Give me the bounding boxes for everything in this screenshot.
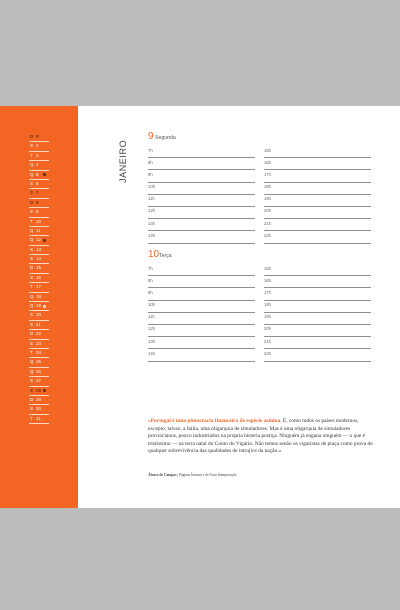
hour-line[interactable] <box>148 183 255 195</box>
calendar-weekday: S <box>30 209 33 215</box>
calendar-day <box>29 293 49 302</box>
hour-line[interactable] <box>148 337 255 349</box>
calendar-day-number: 23 <box>36 340 41 346</box>
calendar-day <box>29 396 49 405</box>
day-number: 9 <box>148 131 154 142</box>
hour-line[interactable] <box>264 231 371 243</box>
hour-line[interactable] <box>264 170 371 182</box>
calendar-day <box>29 152 49 161</box>
hour-line[interactable] <box>148 276 255 288</box>
calendar-weekday: T <box>30 284 33 290</box>
month-sidebar <box>0 106 78 508</box>
day-number: 10 <box>148 249 160 260</box>
calendar-day-number: 15 <box>36 265 41 271</box>
hour-line[interactable] <box>264 313 371 325</box>
calendar-day <box>29 302 49 311</box>
calendar-weekday: Q <box>30 237 34 243</box>
calendar-day <box>29 133 49 142</box>
hour-label: 16h <box>264 159 271 165</box>
calendar-day-number: 11 <box>36 227 41 233</box>
hour-line[interactable] <box>264 183 371 195</box>
calendar-day <box>29 368 49 377</box>
hour-label: 14h <box>148 232 155 238</box>
last-quarter-icon <box>43 389 46 392</box>
calendar-day-number: 16 <box>36 274 41 280</box>
hour-line[interactable] <box>264 288 371 300</box>
calendar-weekday: S <box>30 274 33 280</box>
calendar-day <box>29 283 49 292</box>
quote-source: | Páginas Íntimas e de Auto-Interpretação <box>176 473 237 477</box>
calendar-day-number: 29 <box>36 396 41 402</box>
calendar-day-number: 4 <box>36 162 39 168</box>
calendar-day-number: 28 <box>36 387 41 393</box>
calendar-day <box>29 405 49 414</box>
month-title: JANEIRO <box>118 139 128 183</box>
calendar-weekday: S <box>30 256 33 262</box>
calendar-weekday: Q <box>30 162 34 168</box>
calendar-day-number: 21 <box>36 321 41 327</box>
day-name: Terça <box>159 252 172 259</box>
calendar-day-number: 12 <box>36 237 41 243</box>
calendar-weekday: S <box>30 406 33 412</box>
hour-line[interactable] <box>264 219 371 231</box>
calendar-day-number: 17 <box>36 284 41 290</box>
calendar-weekday: Q <box>30 368 34 374</box>
calendar-day-number: 7 <box>36 190 39 196</box>
calendar-weekday: T <box>30 349 33 355</box>
hour-line[interactable] <box>148 301 255 313</box>
calendar-weekday: S <box>30 312 33 318</box>
calendar-day-number: 30 <box>36 406 41 412</box>
calendar-day-number: 6 <box>36 180 39 186</box>
calendar-weekday: S <box>30 387 33 393</box>
hour-label: 7h <box>148 265 153 271</box>
hour-line[interactable] <box>148 170 255 182</box>
hour-line[interactable] <box>148 231 255 243</box>
day-header <box>148 249 371 264</box>
day-block-monday <box>148 131 371 238</box>
calendar-day-number: 31 <box>36 415 41 421</box>
calendar-day <box>29 387 49 396</box>
hour-label: 13h <box>148 220 155 226</box>
calendar-weekday: S <box>30 340 33 346</box>
day-block-tuesday <box>148 249 371 356</box>
calendar-day-number: 26 <box>36 368 41 374</box>
calendar-day <box>29 142 49 151</box>
hour-line[interactable] <box>264 349 371 361</box>
hours-column-left <box>148 264 255 362</box>
quote-highlight: «Portugal é uma plutocracia financeira de espécie asinina. <box>148 418 282 424</box>
hour-label: 20h <box>264 326 271 332</box>
calendar-weekday: D <box>30 396 34 402</box>
hour-line[interactable] <box>264 158 371 170</box>
calendar-weekday: S <box>30 190 33 196</box>
calendar-day <box>29 227 49 236</box>
calendar-day-number: 9 <box>36 209 39 215</box>
hour-line[interactable] <box>264 207 371 219</box>
hour-line[interactable] <box>148 207 255 219</box>
hour-line[interactable] <box>148 264 255 276</box>
calendar-day-number: 20 <box>36 312 41 318</box>
hour-label: 19h <box>264 314 271 320</box>
calendar-day <box>29 321 49 330</box>
hour-label: 8h <box>148 159 153 165</box>
calendar-day-number: 24 <box>36 349 41 355</box>
calendar-weekday: Q <box>30 171 34 177</box>
hour-label: 11h <box>148 314 155 320</box>
calendar-weekday: S <box>30 378 33 384</box>
day-name: Segunda <box>155 134 176 141</box>
calendar-day <box>29 246 49 255</box>
calendar-weekday: S <box>30 321 33 327</box>
calendar-weekday: T <box>30 415 33 421</box>
hour-line[interactable] <box>264 146 371 158</box>
calendar-weekday: S <box>30 143 33 149</box>
hour-label: 13h <box>148 338 155 344</box>
hour-line[interactable] <box>148 219 255 231</box>
calendar-weekday: S <box>30 180 33 186</box>
hour-line[interactable] <box>148 146 255 158</box>
calendar-day-number: 10 <box>36 218 41 224</box>
hour-line[interactable] <box>148 349 255 361</box>
calendar-day <box>29 377 49 386</box>
hours-column-right <box>264 264 371 362</box>
hour-label: 12h <box>148 208 155 214</box>
calendar-weekday: S <box>30 246 33 252</box>
hour-label: 15h <box>264 147 271 153</box>
calendar-day <box>29 415 49 424</box>
calendar-day <box>29 236 49 245</box>
hour-line[interactable] <box>264 276 371 288</box>
hour-label: 18h <box>264 302 271 308</box>
hour-label: 21h <box>264 338 271 344</box>
new-moon-icon <box>43 173 46 176</box>
hour-line[interactable] <box>264 301 371 313</box>
calendar-day-number: 19 <box>36 303 41 309</box>
hour-label: 19h <box>264 196 271 202</box>
hour-label: 9h <box>148 289 153 295</box>
first-quarter-icon <box>43 239 46 242</box>
calendar-weekday: D <box>30 331 34 337</box>
hours-column-left <box>148 146 255 244</box>
hour-line[interactable] <box>148 195 255 207</box>
hour-line[interactable] <box>148 158 255 170</box>
hour-label: 17h <box>264 171 271 177</box>
hour-line[interactable] <box>264 195 371 207</box>
calendar-day-number: 5 <box>36 171 39 177</box>
calendar-day <box>29 358 49 367</box>
calendar-day <box>29 255 49 264</box>
calendar-day <box>29 274 49 283</box>
quote-body: É, como todos os países modernos, excepto, talvez, a Itália, uma oligarquia de simuladores. Mas é uma oligarquia de simuladores provincianos, pouco industriados na própria histeria postiça. Ninguém já engana ninguém — o que é tristíssimo — na terra natal do Conto do Vigário. Não temos senão os vigaristas de praça como prova de qualquer sobrevivência das qualidades de intrujice da nação.» <box>148 418 373 454</box>
hour-label: 17h <box>264 289 271 295</box>
calendar-day-number: 14 <box>36 256 41 262</box>
calendar-day <box>29 349 49 358</box>
calendar-day <box>29 311 49 320</box>
hour-label: 10h <box>148 184 155 190</box>
calendar-day <box>29 189 49 198</box>
hour-label: 18h <box>264 184 271 190</box>
full-moon-icon <box>43 305 46 308</box>
calendar-weekday: Q <box>30 293 34 299</box>
calendar-weekday: T <box>30 218 33 224</box>
hour-line[interactable] <box>148 288 255 300</box>
calendar-weekday: Q <box>30 303 34 309</box>
calendar-weekday: Q <box>30 359 34 365</box>
calendar-day <box>29 171 49 180</box>
calendar-day-number: 8 <box>36 199 39 205</box>
calendar-day-number: 3 <box>36 152 39 158</box>
hour-label: 21h <box>264 220 271 226</box>
calendar-day-number: 27 <box>36 378 41 384</box>
hour-label: 7h <box>148 147 153 153</box>
hours-column-right <box>264 146 371 244</box>
month-calendar <box>29 133 49 424</box>
hour-label: 9h <box>148 171 153 177</box>
quote-author: Álvaro de Campos <box>148 473 177 477</box>
hour-line[interactable] <box>264 337 371 349</box>
calendar-day-number: 2 <box>36 143 39 149</box>
calendar-day <box>29 340 49 349</box>
calendar-weekday: D <box>30 265 34 271</box>
calendar-weekday: Q <box>30 227 34 233</box>
calendar-day-number: 25 <box>36 359 41 365</box>
hour-label: 22h <box>264 232 271 238</box>
calendar-day <box>29 264 49 273</box>
calendar-day <box>29 161 49 170</box>
quote-text <box>148 418 374 456</box>
calendar-weekday: D <box>30 134 34 139</box>
hour-label: 14h <box>148 350 155 356</box>
calendar-day <box>29 218 49 227</box>
calendar-day <box>29 180 49 189</box>
hour-label: 10h <box>148 302 155 308</box>
hour-label: 12h <box>148 326 155 332</box>
calendar-day <box>29 208 49 217</box>
hour-label: 20h <box>264 208 271 214</box>
calendar-weekday: D <box>30 199 34 205</box>
quote-attribution <box>148 473 374 477</box>
calendar-weekday: T <box>30 152 33 158</box>
hour-label: 15h <box>264 265 271 271</box>
hour-label: 22h <box>264 350 271 356</box>
diary-page <box>0 106 400 508</box>
calendar-day-number: 13 <box>36 246 41 252</box>
hour-label: 8h <box>148 277 153 283</box>
calendar-day <box>29 330 49 339</box>
calendar-day-number: 18 <box>36 293 41 299</box>
hour-line[interactable] <box>264 264 371 276</box>
hour-line[interactable] <box>148 313 255 325</box>
calendar-day-number: P <box>36 134 39 139</box>
hour-label: 11h <box>148 196 155 202</box>
calendar-day <box>29 199 49 208</box>
day-header <box>148 131 371 146</box>
hour-line[interactable] <box>264 325 371 337</box>
hour-line[interactable] <box>148 325 255 337</box>
calendar-day-number: 22 <box>36 331 41 337</box>
hour-label: 16h <box>264 277 271 283</box>
